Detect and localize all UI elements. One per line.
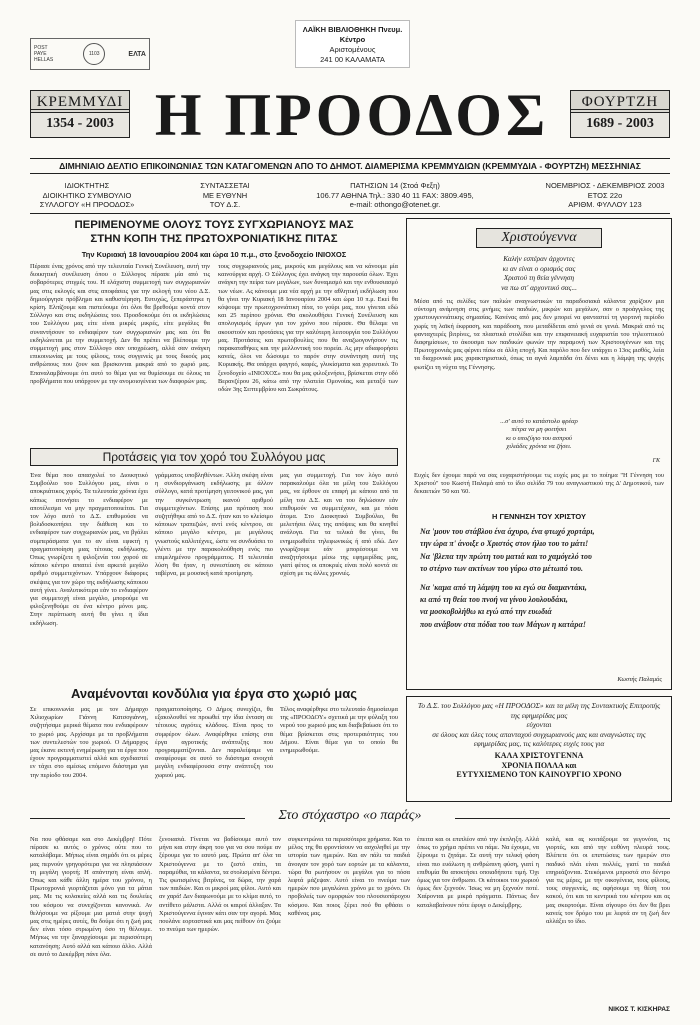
poem-line: το στέρνο των ακτίνων του γύρω στο μέτωπό του. bbox=[420, 564, 583, 574]
article3-col3: Τέλος αναφέρθηκε στο τελευταίο δημοσίευμα της «ΠΡΟΟΔΟΥ» σχετικά με την φύλαξη του νερού του χωριού μας και διαβεβαίωσε ότι το θέμα βρίσκεται στις προτεραιότητες του Δήμου. Είναι θέμα για το οποίο θα ενημερωθούμε. bbox=[280, 706, 398, 755]
article1-headline bbox=[30, 218, 398, 246]
address-line1: ΛΑΪΚΗ ΒΙΒΛΙΟΘΗΚΗ Πνευμ. Κέντρο bbox=[302, 25, 403, 44]
masthead-left-years: 1354 - 2003 bbox=[46, 116, 114, 131]
christmas-poem bbox=[412, 254, 666, 292]
poem-line: κι ο υποζύγιο του ασπρού bbox=[505, 434, 573, 442]
poem-line: ...σ' αυτό το κατάστολο φρέαρ bbox=[500, 418, 578, 425]
info-issue-line: ΑΡΙΘΜ. ΦΥΛΛΟΥ 123 bbox=[568, 200, 642, 209]
article3-title: Αναμένονται κονδύλια για έργα στο χωριό μας bbox=[70, 686, 358, 701]
article2-title: Προτάσεις για τον χορό του Συλλόγου μας bbox=[30, 448, 398, 466]
newyear-line3: σε όλους και όλες τους απανταχού συγχωριανούς μας και αναγνώστες της εφημερίδας μας, τις καλύτερες ευχές τους για bbox=[432, 729, 646, 749]
postal-stamp bbox=[30, 38, 150, 70]
info-editor bbox=[180, 181, 270, 210]
article2-col3: μας για συμμετοχή. Για τον λόγο αυτό παρακαλούμε όλα τα μέλη του Συλλόγου μας, να έρθουν σε επαφή με κάποιο από τα μέλη του Δ.Σ. και να του δηλώσουν εάν επιθυμούν να συμμετέχουν, και με πόσα άτομα. Στο Διοικητικό Συμβούλιο, θα μελετήσει όλες της απόψεις και θα κινηθεί ανάλογα. Για τα τελικά θα γίνει, θα ενημερωθείτε τηλεφωνικώς ή από εδώ. Δεν γνωρίζουμε εάν μπορέσουμε να αναζητήσουμε μέσω της εφημερίδας μας, γιατί φέτος οι αποκριές είναι πολύ κοντά σε σχέση με τις άλλες χρονιές. bbox=[280, 472, 398, 578]
elta-logo: ΕΛΤΑ bbox=[128, 50, 146, 58]
newyear-wish2: ΧΡΟΝΙΑ ΠΟΛΛΑ και bbox=[501, 760, 577, 770]
divider bbox=[455, 818, 670, 819]
poem-line: Να 'καμα από τη λάμψη του κι εγώ σα διαμαντάκι, bbox=[420, 582, 587, 592]
info-editor-line: ΜΕ ΕΥΘΥΝΗ bbox=[202, 190, 248, 200]
postal-text: POST PAYE HELLAS bbox=[34, 45, 54, 63]
info-address-line: 106.77 ΑΘΗΝΑ Τηλ.: 330 40 11 FAX: 3809.495, bbox=[316, 190, 474, 200]
poem-line: κι από τη θεία του πνοή να γίνου λουλουδάκι, bbox=[420, 595, 568, 605]
divider bbox=[30, 213, 670, 214]
christmas-poem-title: Η ΓΕΝΝΗΣΗ ΤΟΥ ΧΡΙΣΤΟΥ bbox=[491, 512, 587, 521]
info-owner-line: ΔΙΟΙΚΗΤΙΚΟ ΣΥΜΒΟΥΛΙΟ bbox=[42, 190, 132, 200]
masthead-right-name: ΦΟΥΡΤΖΗ bbox=[571, 91, 669, 113]
article1-col2: τους συγχωριανούς μας, μικρούς και μεγάλους και να κάνουμε μία καινούργια αρχή. Ο Σύλλογος έχει ανάγκη την παρουσία όλων. Έχει ανάγκη την πείρα των μεγάλων, των δυναμισμό και την ενθουσιασμό των νέων. Ας κάνουμε μια νέα αρχή με την αθλητική εκδήλωση που θα γίνει την Κυριακή 18 Ιανουαρίου 2004 και ώρα 10 π.μ. Εκεί θα κόψουμε την πρωτοχρονιάτικη πίτα, το γούρι μας, που γίνεται εδώ και 25 περίπου χρόνια. Θα ακολουθήσει Γενική Συνέλευση και απολογισμός έργων για τον χρόνο που πέρασε. Θα θέλαμε να ακουστούν και προτάσεις για την καλύτερη λειτουργία του Συλλόγου μας. Προτάσεις και πρωτοβουλίες που θα αναζωογονήσουν τις παρακαταθήκες και την μελλοντική του πορεία. Ας μην αδιαφορήσει κανείς, όλοι να δώσουμε το παρόν στην συνάντηση αυτή της Κυριακής. Θα υπάρχει φαγητό, καφές, γλυκίσματα και χορευτικό. Το ξενοδοχείο «ΙΝΙΟΧΟΣ» που θα μας φιλοξενήσει, βρίσκεται στην οδό Βερανζέρου 26, κάτω από την πλατεία Ομονοίας, και μεταξύ των οδών 3ης Σεπτεμβρίου και Σωκράτους. bbox=[218, 263, 398, 394]
newyear-box bbox=[406, 696, 672, 802]
poem-line: Να 'βλεπα την πρώτη του ματιά και το χαμόγελό του bbox=[420, 551, 592, 561]
poem-line: Χριστού τη θεία γέννηση bbox=[503, 273, 575, 283]
info-editor-line: ΣΥΝΤΑΣΣΕΤΑΙ bbox=[200, 181, 250, 190]
address-line3: 241 00 ΚΑΛΑΜΑΤΑ bbox=[320, 55, 385, 64]
poem-line: χιλιάδες χρόνια να ζήσει. bbox=[506, 443, 572, 451]
article4-col1: Να που φθάσαμε και στο Δεκέμβρη! Πότε πέρασε κι αυτός ο χρόνος ούτε που το καταλάβαμε. Μήπως είναι σημάδι ότι οι μέρες μας περνούν γρηγορότερα για να πλησιάσουν τη μεγάλη γιορτή; Η απάντηση είναι απλή. Όπως και κάθε άλλη ημέρα του χρόνου, η Πρωτοχρονιά γιορτάζεται μόνο για τα μάτια μας. Με τις κολακείες αλλά και τις δουλείες του κόσμου να συνεχίζονται κανονικά. Αν θελήσουμε να ρίξουμε μια ματιά στην ψυχή μας στις ημέρες αυτές, θα δούμε ότι η ζωή μας δεν είναι τόσο στρωμένη όσο τη θέλουμε. Μήπως να την ξαναρχίσουμε με περισσότερη κατανόηση; Αυτό αλλά και κάποιο άλλο. Αλλά σε αυτό το Δεκέμβρη πάνε όλα. bbox=[30, 836, 152, 958]
poem-line: να πω στ' αρχοντικό σας... bbox=[501, 282, 577, 292]
newyear-line2: εύχονται bbox=[526, 720, 552, 730]
christmas-poem3 bbox=[420, 526, 664, 631]
poem-line: Καλήν εσπέραν άρχοντες bbox=[503, 254, 575, 263]
christmas-notice: Ευχές δεν έχουμε παρά να σας ευχαριστήσουμε τις ευχές μας με το ποίημα "Η Γέννηση του Χριστού" του Κωστή Παλαμά από το ίδιο σελίδα 79 του αναγνωστικού της Δ' Δημοτικού, των δεκαετιών '50 και '60. bbox=[414, 472, 664, 496]
info-issue bbox=[540, 181, 670, 210]
christmas-sig2: Κωστής Παλαμάς bbox=[617, 676, 662, 683]
article1-subhead: Την Κυριακή 18 Ιανουαρίου 2004 και ώρα 10 π.μ., στο ξενοδοχείο ΙΝΙΟΧΟΣ bbox=[81, 250, 347, 259]
poem-line: πέτρα να μη φοιτήσει bbox=[511, 426, 567, 434]
address-label bbox=[295, 20, 410, 68]
article4-signature: ΝΙΚΟΣ Τ. ΚΙΣΚΗΡΑΣ bbox=[608, 1006, 670, 1013]
poem-line: Να 'μουν του στάβλου ένα άχυρο, ένα φτωχό χορτάρι, bbox=[420, 527, 595, 536]
postal-code: 1103 bbox=[83, 43, 105, 65]
info-issue-line: ΕΤΟΣ 22ο bbox=[587, 190, 623, 200]
article3-col2: πραγματοποίησης. Ο Δήμος συνεχίζει, θα εξακολουθεί να προωθεί την ίδια ένταση σε τέτοιους αγρότες κλάδους. Είναι προς το συμφέρον όλων. Αναφέρθηκε επίσης στα έργα αγροτικής ανάπτυξης που προγραμματίζονται. Δεν παραλείψαμε να αναφέρουμε σε αυτό το διάστημα ανοιχτά μεγάλη ενδιαφέρουσα στην ανάπτυξη του χωριού μας. bbox=[155, 706, 273, 779]
masthead-left-name: ΚΡΕΜΜΥΔΙ bbox=[31, 91, 129, 113]
christmas-poem2 bbox=[412, 418, 666, 452]
info-owner-line: ΙΔΙΟΚΤΗΤΗΣ bbox=[64, 181, 110, 190]
newyear-wish3: ΕΥΤΥΧΙΣΜΕΝΟ ΤΟΝ ΚΑΙΝΟΥΡΓΙΟ ΧΡΟΝΟ bbox=[456, 770, 622, 780]
article2-col2: γράμματος υποβληθέντων. Άλλη σκέψη είναι η συνδιοργάνωση εκδήλωσης με άλλον σύλλογο, κατά προτίμηση γειτονικού μας, για την συγκέντρωση ικανού αριθμού συμμετεχόντων. Επίσης μια πρόταση που συζητήθηκε από το Δ.Σ. ήταν και το κλείσιμο κάποιων τραπεζιών, αντί ενός κέντρου, σε κάποιο μεγάλο κέντρο, με μεγάλους γνωστούς καλλιτέχνες, ώστε να συνδυάσει το γλέντι με την παρακολούθηση ενός πιο επιμελημένου προγράμματος. Η τελευταία λύση θα ήταν, η συνεστίαση σε κάποιο ταβέρνα, με μουσική κατά προτίμηση. bbox=[155, 472, 273, 578]
article4-title: Στο στόχαστρο «ο παράς» bbox=[278, 808, 422, 823]
masthead-subtitle: ΔΙΜΗΝΙΑΙΟ ΔΕΛΤΙΟ ΕΠΙΚΟΙΝΩΝΙΑΣ ΤΩΝ ΚΑΤΑΓΟΜΕΝΩΝ ΑΠΟ ΤΟ ΔΗΜΟΤ. ΔΙΑΜΕΡΙΣΜΑ ΚΡΕΜΜΥΔΙΩΝ (ΚΡΕΜΜΥΔΙΑ - ΦΟΥΡΤΖΗ) ΜΕΣΣΗΝΙΑΣ bbox=[30, 158, 670, 174]
divider bbox=[30, 818, 245, 819]
article4-col4: έπειτα και οι επιπλέον από την έκπληξη. Αλλά όπως το χρήμα πρέπει να πάμε. Να έχουμε, να ξέρουμε τι ζητάμε. Σε αυτή την τελική φάση είναι πιο ευάλωτη η ανθρώπινη φύση, γιατί η επιθυμία θα αποκτήσει οποιαδήποτε τιμή. Όχι όμως για τον άνθρωπο. Οι κάτοικοι του χωριού όμως δεν ξεχνούν. Ίσως να μη ξεχνούν ποτέ. Χαίρονται με μικρά πράγματα. Πάντως δεν καταλαβαίνουν πότε έφυγε ο Δεκέμβρης. bbox=[417, 836, 539, 909]
info-issue-line: ΝΟΕΜΒΡΙΟΣ - ΔΕΚΕΜΒΡΙΟΣ 2003 bbox=[545, 181, 665, 190]
info-address bbox=[300, 181, 490, 210]
article4-col2: ξενοιασιά. Γίνεται να βαδίσουμε αυτό τον μήνα και στην άκρη του για να σου πούμε αν ξέρουμε για το εαυτό μας. Πρώτα απ' όλα τα Χριστούγεννα με το ζεστό σπίτι, τα παραμύθια, τα κάλαντα, τα στολισμένα δέντρα. Τις φωτισμένες βιτρίνες, τα δώρα, την χαρά των παιδιών. Και οι μικροί μας φίλοι. Αυτό και αν χαρά! Δεν διαφωνούμε με το κλίμα αυτό, το αντίθετο μάλιστα. Αλλά οι καιροί άλλαξαν. Τα Χριστούγεννα έγιναν κάτι σαν την αγορά. Μας πουλάνε εορταστικά και μας πείθουν ότι ζούμε το πνεύμα των ημερών. bbox=[159, 836, 281, 934]
article1-headline-line1: ΠΕΡΙΜΕΝΟΥΜΕ ΟΛΟΥΣ ΤΟΥΣ ΣΥΓΧΩΡΙΑΝΟΥΣ ΜΑΣ bbox=[74, 219, 354, 231]
masthead-right-box bbox=[570, 90, 670, 138]
masthead-title: Η ΠΡΟΟΔΟΣ bbox=[154, 82, 550, 148]
poem-line: να μοσκοβολήθω κι εγώ από την ευωδιά bbox=[420, 607, 552, 617]
newyear-wish1: ΚΑΛΑ ΧΡΙΣΤΟΥΓΕΝΝΑ bbox=[494, 750, 584, 760]
masthead-right-years: 1689 - 2003 bbox=[586, 116, 654, 131]
christmas-sig1: ΓΚ bbox=[652, 458, 660, 464]
info-owner-line: ΣΥΛΛΟΓΟΥ «Η ΠΡΟΟΔΟΣ» bbox=[39, 200, 135, 209]
christmas-title: Χριστούγεννα bbox=[476, 228, 602, 248]
address-line2: Αριστομένους bbox=[329, 45, 376, 54]
article2-col1: Ένα θέμα που απασχολεί το Διοικητικό Συμβούλιο του Συλλόγου μας, είναι ο αποκριάτικος χορός. Τα τελευταία χρόνια έχει κάπως ατονήσει το ενδιαφέρον με αποτέλεσμα να μην πραγματοποιείται. Για τον λόγο αυτό το Δ.Σ. επιθυμούσε να βολιδοσκοπήσει την διάθεση και το ενδιαφέρον των συγχωριανών μας, να βγάλει συμπεράσματα για το αν είναι εφικτή η πραγματοποίηση μιας τέτοιας εκδήλωσης. Όπως γνωρίζετε η φιλοξενία του χορού σε κάποιο κέντρο απαιτεί ένα αρκετά μεγάλο αριθμό συμμετεχόντων. Υπάρχουν διάφορες σκέψεις για τον χώρο της εκδήλωσης κάποιου αυτή γίνει. Αναλυτικότερα εάν το ενδιαφέρον για συμμετοχή είναι μεγάλο, μπορούμε να φιλοξενηθούμε σε ένα κέντρο μόνοι μας. Στην περίπτωση αυτή θα γίνει η ίδια εκδήλωση. bbox=[30, 472, 148, 627]
poem-line: που ανάβουν στα πόδια του των Μάγων η κατάρα! bbox=[420, 619, 586, 629]
christmas-text: Μέσα από τις σελίδες των παλιών αναγνωστικών τα παραδοσιακά κάλαντα χαρίζουν μια σύντομη ανάμνηση στις μνήμες των παιδιών, μικρών και μεγάλων, σαν ο προάγγελος της χριστουγεννιάτικης σημασίας. Κανένας από μας δεν μπορεί να φανταστεί τη γιορτινή περίοδο χωρίς τη λαϊκή έκφραση, και παράδοση, που μεταδίδεται από γενιά σε γενιά. Μακριά από τις φανταχτερές βιτρίνες, τα πλαστικά στολίδια και την επιφανειακή ευχαριστία του τηλεοπτικού διαφημίσεων, το άκουσμα των παιδικών φωνών την παραμονή των Χριστουγέννων και της Πρωτοχρονιάς μας φέρνει πίσω σε άλλη εποχή. Και παρόλο που δεν υπάρχει ο 13ος μισθός, λεία τα διαχρονικά μας χαρακτηριστικά, όπως τα αγνά λαμπάδα ότι δένει και η λάμψη της ψυχής φωτίζει τη νύχτα της Γέννησης. bbox=[414, 298, 664, 371]
newyear-line1: Το Δ.Σ. του Συλλόγου μας «Η ΠΡΟΟΔΟΣ» και τα μέλη της Συντακτικής Επιτροπής της εφημερίδας μας bbox=[417, 701, 661, 720]
article1-col1: Πέρασε ένας χρόνος από την τελευταία Γενική Συνέλευση, αυτή την διοικητική συνέλευση όπου ο Σύλλογος πέρασε μία από τις σοβαρότερες στιγμές του. Η ελάχιστη συμμετοχή των συγχωριανών μας στις εκλογές και στις αποφάσεις για την εκλογή του νέου Δ.Σ. δημιούργησε πρόβλημα και καθυστέρηση. Ευτυχώς, ξεπεράστηκε η κρίση. Ελπίζουμε και πιστεύουμε ότι όλοι θα βρεθούμε κοντά στον Σύλλογο και στις εκδηλώσεις του. Προσδοκούμε ότι οι εκδηλώσεις του Συλλόγου μας είτε είναι μικρές μικρές, είτε μεγάλες θα συναντήσουν το ενδιαφέρον των συγχωριανών μας και ότι θα εκδηλώνεται με την συμμετοχή. Δεν θα πρέπει να βλέπουμε την συμμετοχή μας στον Σύλλογο σαν υποχρέωση, αλλά σαν ανάγκη επικοινωνίας με τους φίλους, τους συγγενείς με τους δικούς μας ανθρώπους που ζουν και βρισκονται μακριά από το χωριό μας. Επαναλαμβάνουμε ότι αυτό το θέμα για να θυμίσουμε σε όλους τα προβλήματα που υπάρχουν με την ανομοιογένεια των διαφορών μας. bbox=[30, 263, 210, 385]
info-editor-line: ΤΟΥ Δ.Σ. bbox=[209, 200, 241, 209]
article3-col1: Σε επικοινωνία μας με τον Δήμαρχο Χιλιοχωρίων Γιάννη Κατσογιάννη, συζητήσαμε μερικά θέματα που ενδιαφέρουν το χωριό μας. Αρχίσαμε με τα προβλήματα των συντελεστών του χωριού. Ο Δήμαρχος μας έκανε εκτενή ενημέρωση για τα έργα που έχουν προγραμματιστεί αλλά και σχεδιαστεί εν τάχει στο αμέσως επόμενο διάστημα για την περίοδο του 2004. bbox=[30, 706, 148, 779]
info-address-line: e-mail: othongo@otenet.gr. bbox=[349, 200, 441, 209]
article4-col3: συγκεντρώνει τα περισσότερα χρήματα. Και το μέλος της θα φροντίσουν να ασχοληθεί με την ιστορία των ημερών. Και αν πάλι τα παιδιά άνοιγαν τον χορό των εορτών με τα κάλαντα, τώρα θα ρωτήσουν οι μεγάλοι για το πόσα λεφτά μάζεψαν. Αυτό είναι το πνεύμα των ημερών που μεγαλώνει χρόνο με το χρόνο. Οι προβολείς των ομορφιών του πλουσιοπάροχου κόσμου. Και ποιος ξέρει πού θα φθάσει ο καθένας μας. bbox=[288, 836, 410, 917]
poem-line: την ώρα π' άνοιξε ο Χριστός στον ήλιο του το μάτι! bbox=[420, 539, 589, 549]
poem-line: κι αν είναι ο ορισμός σας bbox=[502, 263, 576, 273]
info-owner bbox=[32, 181, 142, 210]
article4-col5: καλά, και ας κοιτάξουμε τα γεγονότα, τις γιορτές, και από την ευθύνη πλευρά τους. Βλέπετε ότι οι επιπτώσεις των ημερών στο παιδικό πλάι είναι πολλές, γιατί τα παιδιά επηρεάζονται. Στεκόμενοι μπροστά στο δέντρο για τις μέρες, με την οικογένεια, τους φίλους, τους συγγενείς, ας αφήσουμε τη θέση του κακού, ότι και τα κεντρικά του κέντρου και ας μας σκεφτούμε. Είναι σίγουρο ότι δεν θα βρει κανείς τον δρόμο του με λεφτά αν τη ζωή δεν αλλάξει το ίδιο. bbox=[546, 836, 670, 926]
info-address-line: ΠΑΤΗΣΙΩΝ 14 (Στοά Φεξη) bbox=[350, 181, 440, 190]
masthead-left-box bbox=[30, 90, 130, 138]
article1-headline-line2: ΣΤΗΝ ΚΟΠΗ ΤΗΣ ΠΡΩΤΟΧΡΟΝΙΑΤΙΚΗΣ ΠΙΤΑΣ bbox=[90, 233, 338, 245]
